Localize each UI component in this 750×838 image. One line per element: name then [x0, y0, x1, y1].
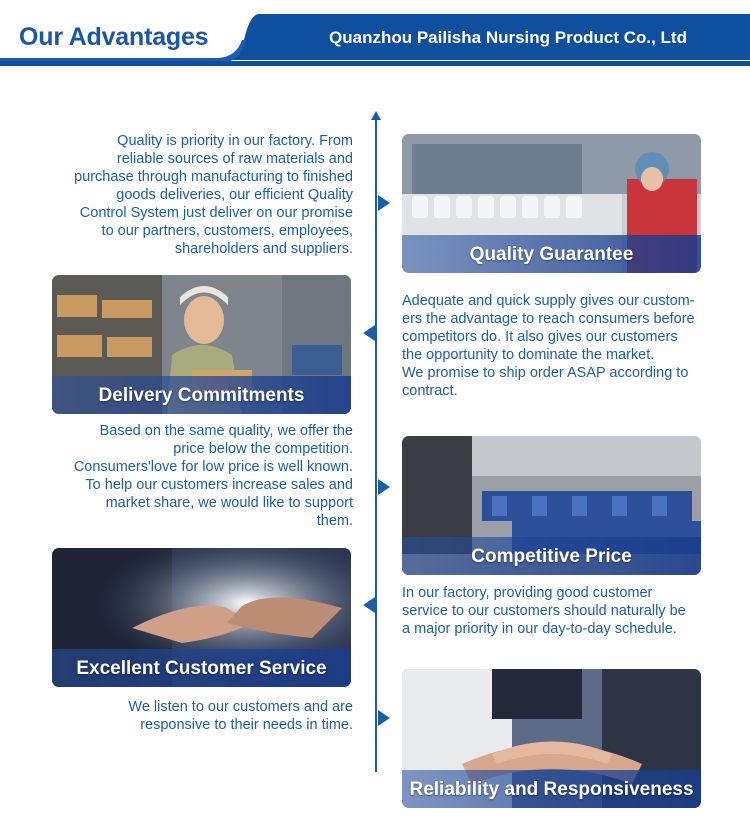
reliability-description: We listen to our customers and are responsive to their needs in time.: [128, 699, 353, 733]
header-banner: [0, 0, 750, 67]
quality-guarantee-card: [402, 134, 701, 273]
card-title: Delivery Commitments: [98, 385, 305, 406]
marker-left-icon: [363, 325, 375, 341]
page-title: Our Advantages: [19, 23, 209, 51]
reliability-responsiveness-card: [402, 669, 701, 808]
marker-right-icon: [378, 710, 390, 726]
marker-left-icon: [363, 597, 375, 613]
timeline-line: [375, 118, 377, 772]
marker-right-icon: [378, 195, 390, 211]
marker-right-icon: [378, 479, 390, 495]
card-title: Competitive Price: [471, 546, 632, 567]
card-title: Reliability and Responsiveness: [409, 779, 694, 800]
excellent-customer-service-card: [52, 548, 351, 687]
quality-description: Quality is priority in our factory. From reliable sources of raw materials and purchase through manufacturing to finished goods deliveries, our efficient Quality Control System just deliver on our promise to our partners, customers, employees, shareholders and suppliers.: [74, 133, 353, 257]
competitive-price-card: [402, 436, 701, 575]
delivery-commitments-card: [52, 275, 351, 414]
card-title: Excellent Customer Service: [76, 658, 327, 679]
company-name: Quanzhou Pailisha Nursing Product Co., Ltd: [329, 28, 687, 47]
delivery-description: Adequate and quick supply gives our custom- ers the advantage to reach consumers before competitors do. It also gives our customers the opportunity to dominate the market. We promise to ship order ASAP according to contract.: [402, 293, 695, 399]
service-description: In our factory, providing good customer service to our customers should naturally be a major priority in our day-to-day schedule.: [402, 585, 686, 637]
card-title: Quality Guarantee: [469, 244, 634, 265]
price-description: Based on the same quality, we offer the price below the competition. Consumers'love for low price is well known. To help our customers increase sales and market share, we would like to support them.: [73, 423, 353, 529]
